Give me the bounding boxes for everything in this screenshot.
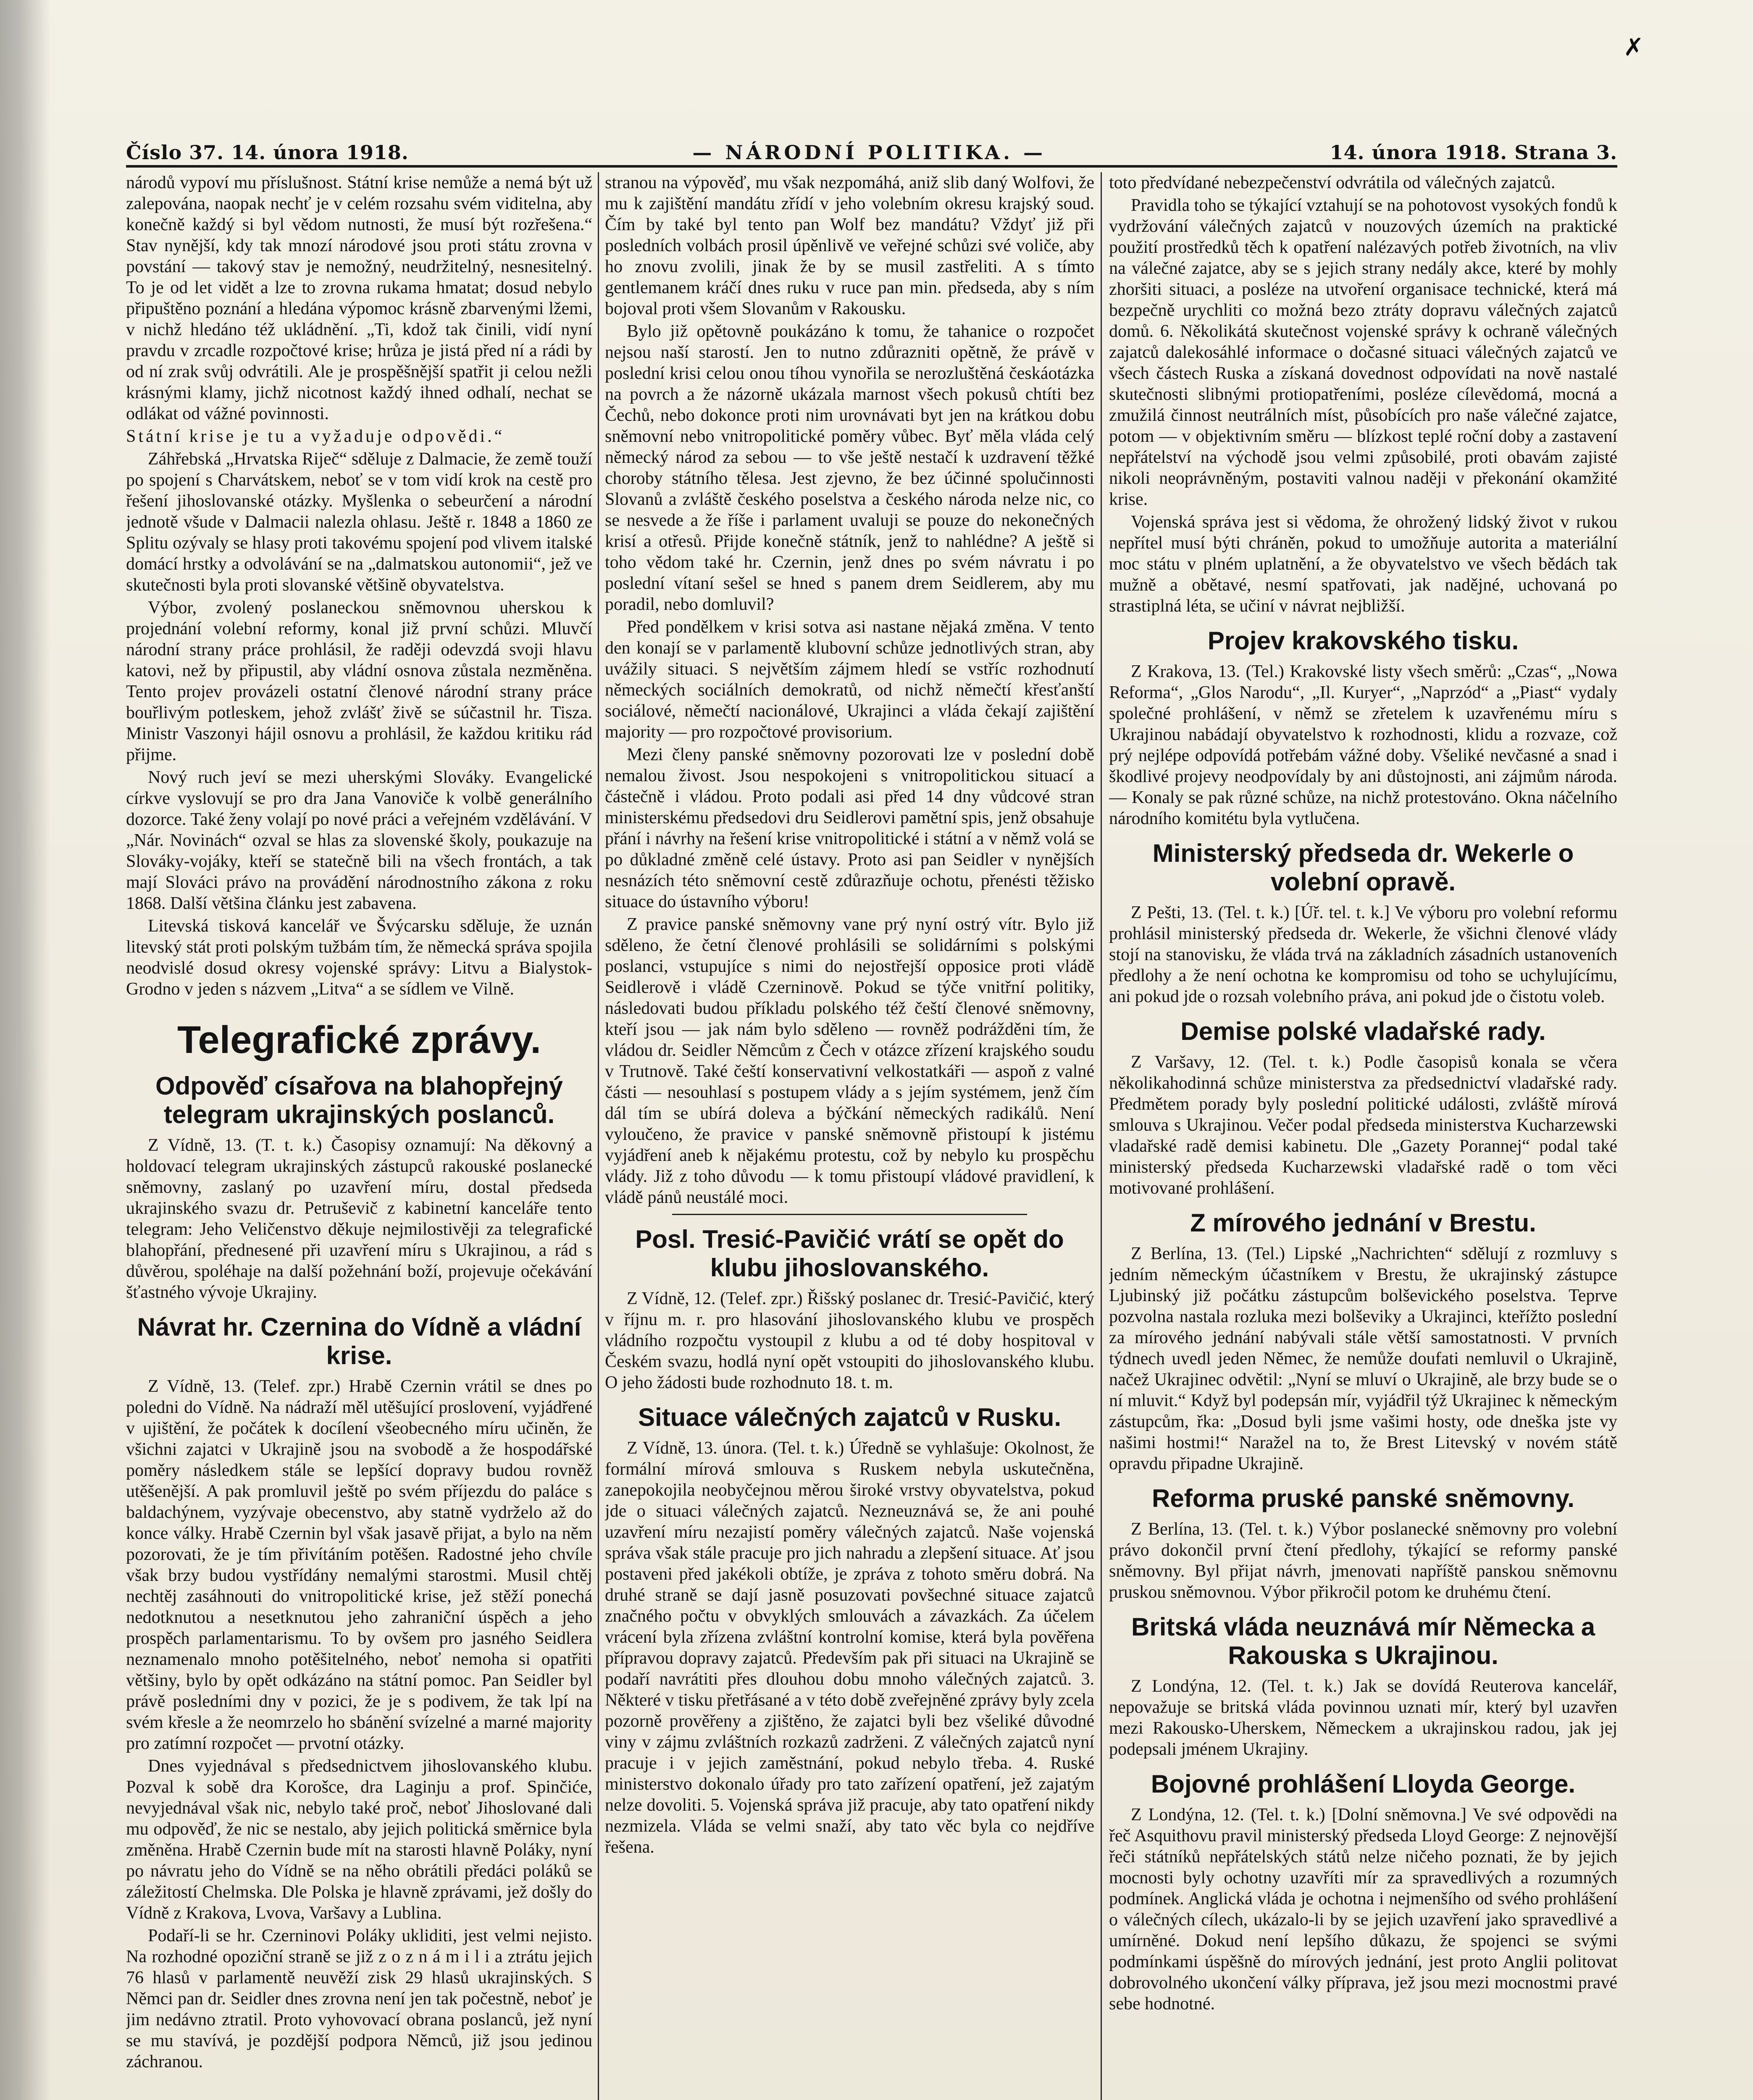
running-head bbox=[126, 134, 1617, 164]
article-paragraph: Pravidla toho se týkající vztahují se na pohotovost vysokých fondů k vydržování válečných zajatců v nouzových územích na praktické použití prostředků těch k opatření nalézavých potřeb životních, na vliv na válečné zajatce, aby se s jejich strany nedály akce, které by mohly zhoršiti situaci, a posléze na utvoření organisace technické, která má bezpečně urychliti co možná bezo ztráty dopravu válečných zajatců domů. 6. Několikátá skutečnost vojenské správy k ochraně válečných zajatců dalekosáhlé informace o dočasné situaci válečných zajatců ve všech částech Ruska a získaná dovednost odpovídati na nově nastalé skutečnosti slibnými protiopatřeními, posléze cílevědomá, mocná a zmužilá činnost neutrálních míst, působících pro naše válečné zajatce, potom — v objektivním směru — blízkost teplé roční doby a zastavení nepřátelství na východě jsou velmi způsobilé, proti obavám zajisté nikoli neoprávněným, postaviti valnou naději v překonání okamžité krise. bbox=[1109, 196, 1617, 509]
scan-edge-shadow bbox=[0, 0, 50, 2100]
article-paragraph: Z Berlína, 13. (Tel. t. k.) Výbor poslanecké sněmovny pro volební právo dokončil první čtení předlohy, týkající se reformy panské sněmovny. Byl přijat návrh, jmenovati napříště panskou sněmovnu pruskou sněmovnou. Výbor přikročil potom ke druhému čtení. bbox=[1109, 1520, 1617, 1602]
article-headline: Odpověď císařova na blahopřejný telegram ukrajinských poslanců. bbox=[155, 1072, 563, 1129]
article-paragraph: Vojenská správa jest si vědoma, že ohrožený lidský život v rukou nepřítel musí býti chráněn, pokud to umožňuje autorita a materiální moc státu v plném uplatnění, a že obyvatelstvo ve všech bědách tak mužně a obětavé, nesmí spatřovati, jak nadějné, uchovaná po strastiplná léta, se učiní v návrat nejbližší. bbox=[1109, 512, 1617, 616]
divider bbox=[672, 1214, 1027, 1215]
article-paragraph: Z Vídně, 12. (Telef. zpr.) Řišský poslanec dr. Tresić-Pavičić, který v říjnu m. r. pro hlasování jihoslovanského klubu ve prospěch vládního rozpočtu vystoupil z klubu a od té doby hospitoval v Českém svazu, hodlá nyní opět vstoupiti do jihoslovanského klubu. O jeho žádosti bude rozhodnuto 18. t. m. bbox=[605, 1289, 1094, 1392]
article-paragraph: Z Krakova, 13. (Tel.) Krakovské listy všech směrů: „Czas“, „Nowa Reforma“, „Glos Narodu“, „Il. Kuryer“, „Naprzód“ a „Piast“ vydaly společné prohlášení, v němž se zřetelem k uzavřenému míru s Ukrajinou nabádají obyvatelstvo k rozhodnosti, klidu a rozvaze, což prý nejlépe odpovídá potřebám vážné doby. Všeliké nevčasné a snad i škodlivé projevy neodpovídaly by ani důstojnosti, ani zájmům národa. — Konaly se pak různé schůze, na nichž protestováno. Okna náčelního národního komitétu byla vytlučena. bbox=[1109, 662, 1617, 828]
article-paragraph: Z Londýna, 12. (Tel. t. k.) [Dolní sněmovna.] Ve své odpovědi na řeč Asquithovu pravil ministerský předseda Lloyd George: Z nejnovější řeči státníků nepřátelských států nelze ničeho poznati, že by jejich mocnosti byly ochotny uzavříti mír za spravedlivých a rozumných podmínek. Anglická vláda je ochotna i nejmenšího od svého prohlášení o válečných cílech, ukázalo-li by se jejich uzavření jako spravedlivé a umírněné. Dokud není lepšího důkazu, že spojenci se svými podmínkami úspěšně do mírových jednání, jest proto Anglii politovat dobrovolného ukončení války příprava, jež jsou mezi mocnostmi pravé sebe hodnotné. bbox=[1109, 1805, 1617, 2013]
column-3 bbox=[1109, 172, 1617, 2100]
issue-number: Číslo 37. 14. února 1918. bbox=[126, 141, 409, 164]
article-paragraph: Z pravice panské sněmovny vane prý nyní ostrý vítr. Bylo již sděleno, že četní členové prohlásili se solidárními s polskými poslanci, vstupujíce s nimi do nejostřejší opposice proti vládě Seidlerově i vládě Czerninově. Pokud se týče vnitřní politiky, následovati budou příkladu polského též čeští členové sněmovny, kteří jsou — jak nám bylo sděleno — rovněž podrážděni tím, že vládou dr. Seidler Němcům z Čech v otázce zřízení krajského soudu v Trutnově. Také čeští konservativní velkostatkáři — aspoň z valné části — nesouhlasí s postupem vlády a s jejím systémem, jenž čím dál tím se ubírá doleva a býčkání německých radikálů. Není vyloučeno, že pravice v panské sněmovně přistoupí k jistému vyjádření aneb k nějakému protestu, což by nebylo ku prospěchu vlády. Již z toho důvodu — k tomu přistoupí vládové pravidlení, k vládě pánů neustálé moci. bbox=[605, 915, 1094, 1207]
article-headline: Reforma pruské panské sněmovny. bbox=[1152, 1484, 1574, 1512]
article-paragraph: Dnes vyjednával s předsednictvem jihoslovanského klubu. Pozval k sobě dra Korošce, dra Laginju a prof. Spinčiće, nevyjednával však nic, nebylo také proč, neboť Jihoslované dali mu odpověď, že nic se nestalo, aby jejich politická směrnice byla změněna. Hrabě Czernin bude mít na starosti hlavně Poláky, nyní po návratu jeho do Vídně se na něho obrátili předáci poláků se záležitostí Chelmska. Dle Polska je hlavně zprávami, jež došly do Vídně z Krakova, Lvova, Varšavy a Lublina. bbox=[126, 1756, 592, 1923]
column-rule bbox=[598, 172, 599, 2100]
section-heading: Telegrafické zprávy. bbox=[177, 1018, 541, 1061]
masthead-title: — NÁRODNÍ POLITIKA. — bbox=[692, 141, 1046, 164]
article-headline: Projev krakovského tisku. bbox=[1207, 627, 1519, 655]
article-headline: Bojovné prohlášení Lloyda George. bbox=[1151, 1770, 1576, 1798]
date-page: 14. února 1918. Strana 3. bbox=[1330, 141, 1617, 164]
article-paragraph: národů vypoví mu příslušnost. Státní krise nemůže a nemá být už zalepována, naopak nechť je v celém rozsahu svém viditelna, aby konečně každý si byl vědom nutnosti, že musí být rozřešena.“ Stav nynější, kdy tak mnozí národové jsou proti státu zrovna v povstání — takový stav je nemožný, neudržitelný, nesnesitelný. To je od let vidět a lze to zrovna rukama hmatat; dosud nebylo připuštěno poznání a hledána výpomoc krásně zbarvenými lžemi, v nichž hledáno též ukládnění. „Ti, kdož tak činili, vidí nyní pravdu v zrcadle rozpočtové krise; hrůza je jistá před ní a rádi by od ní zrak svůj odvrátili. Ale je prospěšnější spatřit ji celou nežli krásnými klamy, jichž nicotnost každý ihned odhalí, nechat se odlákat od vážné povinnosti. bbox=[126, 173, 592, 423]
column-rule bbox=[1101, 172, 1102, 2100]
article-paragraph: Bylo již opětovně poukázáno k tomu, že tahanice o rozpočet nejsou naší starostí. Jen to nutno zdůrazniti opětně, že právě v poslední krisi celou onou tíhou vynořila se nerozluštěná českáotázka na povrch a že názorně ukázala marnost všech pokusů chtíti bez Čechů, nebo dokonce proti nim urovnávati byt jen na krátkou dobu sněmovní nebo vnitropolitické poměry vůbec. Byť měla vláda celý německý národ za sebou — to vše ještě nestačí k uzdravení těžké choroby státního tělesa. Jest zjevno, že bez účinné spolučinnosti Slovanů a zvláště českého poselstva a českého národa nelze nic, co se nesvede a že říše i parlament uvaluji se pouze do nekonečných krisí a otřesů. Přijde konečně státník, jenž to nahlédne? A ještě si toho vědom také hr. Czernin, jenž dnes po svém návratu i po poslední vítaní sešel se hned s panem drem Seidlerem, aby mu poradil, nebo domluvil? bbox=[605, 322, 1094, 614]
article-headline: Posl. Tresić-Pavičić vrátí se opět do klubu jihoslovanského. bbox=[635, 1225, 1064, 1282]
article-paragraph: toto předvídané nebezpečenství odvrátila od válečných zajatců. bbox=[1109, 173, 1556, 192]
article-paragraph: Výbor, zvolený poslaneckou sněmovnou uherskou k projednání volební reformy, konal již první schůzi. Mluvčí národní strany práce prohlásil, že raději odevzdá svoji hlavu katovi, než by připustil, aby vládní osnova zůstala nezměněna. Tento projev provázeli ostatní členové národní strany práce bouřlivým potleskem, jehož zvlášť živě se súčastnil hr. Tisza. Ministr Vaszonyi hájil osnovu a prohlásil, že každou kritiku rád přijme. bbox=[126, 598, 592, 764]
article-headline: Návrat hr. Czernina do Vídně a vládní krise. bbox=[137, 1313, 581, 1370]
article-paragraph: Mezi členy panské sněmovny pozorovati lze v poslední době nemalou živost. Jsou nespokojeni s vnitropolitickou situací a částečně i vládou. Proto podali asi před 14 dny vůdcové stran ministerskému předsedovi dru Seidlerovi pamětní spis, jenž obsahuje přání i návrhy na řešení krise vnitropolitické i státní a v němž volá se po důkladné změně celé ústavy. Proto asi pan Seidler v nynějších nesnázích této sněmovní cestě zdůrazňuje ochotu, přenésti těžisko situace do ústavního výboru! bbox=[605, 745, 1094, 911]
article-paragraph: Z Varšavy, 12. (Tel. t. k.) Podle časopisů konala se včera několikahodinná schůze ministerstva za předsednictví vladařské rady. Předmětem porady byly poslední politické události, zvláště mírová smlouva s Ukrajinou. Večer podal předseda ministerstva Kucharzewski vladařské radě demisi kabinetu. Dle „Gazety Porannej“ podal také ministerský předseda Kucharzewski vladařské radě o tom věci motivované prohlášení. bbox=[1109, 1053, 1617, 1198]
article-paragraph: Z Pešti, 13. (Tel. t. k.) [Úř. tel. t. k.] Ve výboru pro volební reformu prohlásil ministerský předseda dr. Wekerle, že všichni členové vlády stojí na stanovisku, že vláda trvá na základních zásadních ustanoveních předlohy a že není ochotna ke kompromisu od toho se uchylujícímu, ani pokud jde o rozsah volebního práva, ani pokud jde o čistotu voleb. bbox=[1109, 903, 1617, 1006]
article-headline: Britská vláda neuznává mír Německa a Rakouska s Ukrajinou. bbox=[1131, 1613, 1595, 1670]
article-paragraph: Z Vídně, 13. (T. t. k.) Časopisy oznamují: Na děkovný a holdovací telegram ukrajinských zástupců rakouské poslanecké sněmovny, zaslaný po uzavření míru, dostal předseda ukrajinského svazu dr. Petruševič z kabinetní kanceláře tento telegram: Jeho Veličenstvo děkuje nejmilostivěji za telegrafické blahopřání, přednesené při uzavření míru s Ukrajinou, a rád s důvěrou, spoléhaje na další požehnání boží, projevuje očekávání šťastného vývoje Ukrajiny. bbox=[126, 1136, 592, 1302]
article-paragraph: Z Londýna, 12. (Tel. t. k.) Jak se dovídá Reuterova kancelář, nepovažuje se britská vláda povinnou uznati mír, který byl uzavřen mezi Rakousko-Uherskem, Německem a ukrajinskou radou, jak jej podepsali jménem Ukrajiny. bbox=[1109, 1677, 1617, 1759]
article-paragraph: Z Vídně, 13. (Telef. zpr.) Hrabě Czernin vrátil se dnes po poledni do Vídně. Na nádraží měl utěšující proslovení, vyjádřené v ujištění, že počátek k docílení všeobecného míru učiněn, že všichni zajatci v Ukrajině jsou na svobodě a že hospodářské poměry následkem stále se lepšící dopravy budou rovněž utěšenější. A pak promluvil ještě po svém příjezdu do paláce s baldachýnem, vyzývaje obecenstvo, aby statně vydrželo až do konce války. Hrabě Czernin byl však jasavě přijat, a bylo na něm pozorovati, že je tím přivítáním potěšen. Radostné jeho chvíle však brzy budou vystřídány nemalými starostmi. Musil chtěj nechtěj zasáhnouti do vnitropolitické krise, jež stěží ponechá nedotknutou a nesetknutou jeho zahraniční úspěch a jeho prospěch parlamentarismu. To by ovšem pro jasného Seidlera neznamenalo mnoho potěšitelného, neboť nemoha si opatřiti většiny, bylo by opět odkázáno na státní pomoc. Pan Seidler byl právě posledními dny v pozici, že je s podivem, že tak lpí na svém křesle a že neomrzelo ho sbánění svízelné a marné majority pro zatímní rozpočet — prvotní otázky. bbox=[126, 1377, 592, 1753]
handwritten-mark: ✗ bbox=[1623, 33, 1644, 61]
article-paragraph: Podaří-li se hr. Czerninovi Poláky ukliditi, jest velmi nejisto. Na rozhodné opoziční straně se již z o z n á m i l i a ztrátu jejich 76 hlasů v parlamentě neuvěží zisk 29 hlasů ukrajinských. S Němci pan dr. Seidler dnes zrovna není jen tak počestně, neboť je jim nedávno ztratil. Proto vyhovovací obrana poslanců, jež nyní se mu stavívá, je pozdější podpora Němců, již jsou jedinou záchranou. bbox=[126, 1926, 592, 2071]
article-paragraph: Nový ruch jeví se mezi uherskými Slováky. Evangelické církve vyslovují se pro dra Jana Vanoviče k volbě generálního dozorce. Také ženy volají po nové práci a veřejném vzdělávání. V „Nár. Novinách“ ozval se hlas za slovenské školy, poukazuje na Slováky-vojáky, kteří se statečně bili na všech frontách, a tak mají Slováci právo na provádění národnostního zákona z roku 1868. Další většina článku jest zabavena. bbox=[126, 768, 592, 913]
article-headline: Demise polské vladařské rady. bbox=[1180, 1017, 1546, 1045]
column-2 bbox=[605, 172, 1094, 2100]
article-paragraph: Litevská tisková kancelář ve Švýcarsku sděluje, že uznán litevský stát proti polským tužbám tím, že německá správa spojila neodvislé dosud okresy vojenské správy: Litvu a Bialystok-Grodno v jeden s názvem „Litva“ a se sídlem ve Vilně. bbox=[126, 916, 592, 999]
article-paragraph: Záhřebská „Hrvatska Riječ“ sděluje z Dalmacie, že země touží po spojení s Charvátskem, neboť se v tom vidí krok na cestě pro řešení jihoslovanské otázky. Myšlenka o sebeurčení a národní jednotě všude v Dalmacii nalezla ohlasu. Ještě r. 1848 a 1860 ze Splitu ozývaly se hlasy proti takovému spojení pod vlivem italské domácí hrstky a odvolávání se na „dalmatskou autonomii“, jež ve skutečnosti byla proti slovanské většině obyvatelstva. bbox=[126, 449, 592, 595]
article-paragraph: Státní krise je tu a vyžaduje odpovědi.“ bbox=[126, 427, 505, 446]
article-paragraph: stranou na výpověď, mu však nezpomáhá, aniž slib daný Wolfovi, že mu k zajištění mandátu zřídí v jeho volebním okresu krajský soud. Čím by také byl tento pan Wolf bez mandátu? Vždyť již při posledních volbách prosil úpěnlivě ve veřejné schůzi své voliče, aby ho znovu zvolili, jinak že by se musil zastřeliti. A s tímto gentlemanem kráčí dnes ruku v ruce pan min. předseda, aby s ním bojoval proti všem Slovanům v Rakousku. bbox=[605, 173, 1094, 318]
article-paragraph: Z Berlína, 13. (Tel.) Lipské „Nachrichten“ sdělují z rozmluvy s jedním německým účastníkem v Brestu, že ukrajinský zástupce Ljubinský již počátku zástupcům bolševického poselstva. Teprve pozvolna nastala rozluka mezi bolševiky a Ukrajinci, kteřížto poslední za mírového jednání nabývali stále větší samostatnosti. V prvních týdnech uvedl jeden Němec, že nemůže doufati nemluvil o Ukrajině, načež Ukrajinec odvětil: „Nyní se mluví o Ukrajině, ale brzy bude se o ní mluvit.“ Když byl podepsán mír, vyjádřil týž Ukrajinec k německým zástupcům, řka: „Dosud byli jsme vašimi hosty, ode dneška jste vy našimi hostmi!“ Naražel na to, že Brest Litevský v novém státě opravdu připadne Ukrajině. bbox=[1109, 1244, 1617, 1473]
column-1 bbox=[126, 172, 592, 2100]
article-headline: Situace válečných zajatců v Rusku. bbox=[638, 1403, 1062, 1431]
article-paragraph: Před pondělkem v krisi sotva asi nastane nějaká změna. V tento den konají se v parlamentě klubovní schůze jednotlivých stran, aby uvážily situaci. S největším zájmem hledí se vstříc rozhodnutí německých sociálních demokratů, od nichž němečtí křesťanští sociálové, němečtí nacionálové, Ukrajinci a vláda čekají zajištění majority — pro rozpočtové provisorium. bbox=[605, 617, 1094, 742]
header-rule bbox=[126, 165, 1617, 168]
article-headline: Z mírového jednání v Brestu. bbox=[1190, 1209, 1536, 1237]
article-headline: Ministerský předseda dr. Wekerle o volební opravě. bbox=[1152, 839, 1574, 896]
article-paragraph: Z Vídně, 13. února. (Tel. t. k.) Úředně se vyhlašuje: Okolnost, že formální mírová smlouva s Ruskem nebyla uskutečněna, zanepokojila neobyčejnou měrou široké vrstvy obyvatelstva, pokud jde o situaci válečných zajatců. Nezneuznává se, že ani pouhé uzavření míru nezajistí poměry válečných zajatců. Naše vojenská správa však stále pracuje pro jich nahradu a zlepšení situace. Ať jsou postaveni před jakékoli obtíže, je zpráva z tohoto směru dobrá. Na druhé straně se dají jasně posuzovati povšechné situace zajatců značného počtu v obvyklých smlouvách a závazkách. Za účelem vrácení byla zřízena zvláštní kontrolní komise, která byla pověřena přípravou dopravy zajatců. Především pak při situaci na Ukrajině se podaří navrátiti přes dlouhou dobu mnoho válečných zajatců. 3. Některé v tisku přetřásané a v této době zveřejněné zprávy byly zcela pozorně prověřeny a zjištěno, že zajatci byli bez všeliké důvodné viny v zájmu zvláštních rozkazů zadrženi. Z válečných zajatců nyní pracuje i v jejich zaměstnání, pokud nebylo třeba. 4. Ruské ministerstvo dokonalo úřady pro tato zařízení opatření, jež zajatým nelze dovoliti. 5. Vojenská správa již pracuje, aby tato opatření nikdy nezmizela. Vláda se velmi snaží, aby tato věc byla co nejdříve řešena. bbox=[605, 1438, 1094, 1857]
